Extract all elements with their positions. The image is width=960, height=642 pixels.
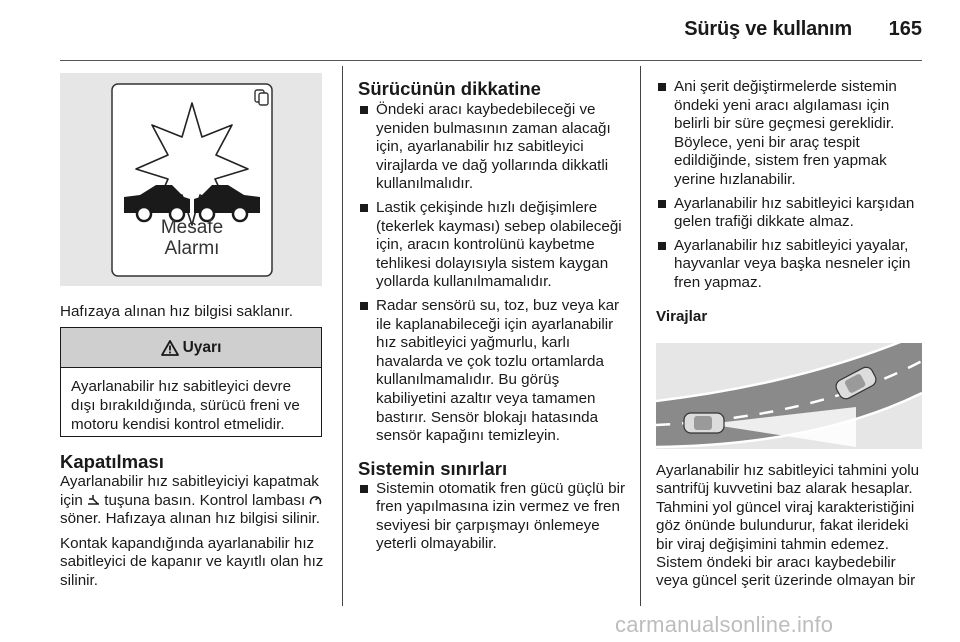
header-rule	[60, 60, 922, 61]
ignition-off-paragraph: Kontak kapandığında ayarlanabilir hız sabitleyici de kapanır ve kayıtlı olan hız silinir.	[60, 534, 324, 589]
list-item: Öndeki aracı kaybedebileceği ve yeniden bulmasının zaman alacağı için, ayarlanabilir hız sabitleyici virajlarda ve dağ yollarında dikkatli kullanılmalıdır.	[358, 101, 630, 194]
distance-alarm-illustration	[60, 73, 322, 286]
warning-triangle-icon	[161, 340, 179, 356]
cruise-control-button-icon	[87, 493, 100, 506]
running-header-title: Sürüş ve kullanım	[684, 18, 852, 40]
curve-road-illustration	[656, 343, 922, 449]
warning-title: Uyarı	[182, 338, 222, 356]
alarm-label-line2: Alarmı	[164, 238, 220, 259]
list-item: Radar sensörü su, toz, buz veya kar ile kaplanabileceği için ayarlanabilir hız sabitleyici yağmurlu, karlı havalarda ve çok tozlu ortamlarda kullanılmamalıdır. Bu görüş kabiliyetini azaltır veya tamamen bastırır. Sensör blokajı hatasında sensör kapağını temizleyin.	[358, 297, 630, 446]
limits-list	[358, 480, 630, 554]
alarm-label-line1: Mesafe	[160, 217, 224, 238]
heading-switching-off: Kapatılması	[60, 451, 164, 472]
column-2	[358, 78, 630, 559]
heading-system-limits: Sistemin sınırları	[358, 457, 508, 479]
page-number: 165	[888, 18, 922, 40]
list-item: Sistemin otomatik fren gücü güçlü bir fren yapılmasına izin vermez ve fren seviyesi bir çarpışmayı önlemeye yeterli olmayabilir.	[358, 480, 630, 554]
list-item: Ayarlanabilir hız sabitleyici karşıdan gelen trafiği dikkate almaz.	[656, 195, 922, 232]
warning-header	[61, 328, 321, 368]
list-item: Ayarlanabilir hız sabitleyici yayalar, hayvanlar veya başka nesneler için fren yapmaz.	[656, 237, 922, 293]
heading-driver-attention: Sürücünün dikkatine	[358, 78, 541, 99]
column-divider-2	[640, 66, 641, 606]
warning-box	[60, 327, 322, 437]
column-divider-1	[342, 66, 343, 606]
heading-curves: Virajlar	[656, 307, 708, 325]
curve-road-graphic	[656, 343, 922, 449]
attention-list	[358, 101, 630, 446]
switch-off-text-c: söner. Hafızaya alınan hız bilgisi silinir.	[60, 510, 321, 528]
own-car-icon	[684, 413, 724, 433]
column-1-lower	[60, 451, 332, 591]
cruise-control-lamp-icon	[309, 493, 322, 506]
warning-text: Ayarlanabilir hız sabitleyici devre dışı bırakıldığında, sürücü freni ve motoru kendisi kontrol etmelidir.	[71, 378, 300, 433]
limits-list-continued	[656, 78, 922, 293]
curves-paragraph: Ayarlanabilir hız sabitleyici tahmini yolu santrifüj kuvvetini baz alarak hesaplar. Tahmini yol güncel viraj karakteristiğini göz önünde bulundurur, fakat ilerideki bir viraj değişimini tahmin edemez. Sistem öndeki bir aracı kaybedebilir veya güncel şerit üzerinde olmayan bir	[656, 462, 920, 590]
watermark: carmanualsonline.info	[615, 612, 834, 637]
list-item: Lastik çekişinde hızlı değişimlere (tekerlek kayması) sebep olabileceği için, aracın kontrolünü kaybetme tehlikesi dolayısıyla sistem kaygan yollarda kullanılmamalıdır.	[358, 199, 630, 292]
figure-caption: Hafızaya alınan hız bilgisi saklanır.	[60, 303, 293, 320]
switch-off-text-b: tuşuna basın. Kontrol lambası	[104, 491, 306, 509]
switch-off-paragraph	[60, 473, 332, 529]
column-3	[656, 78, 922, 327]
switch-off-text-a: Ayarlanabilir hız sabitleyiciyi kapatmak için	[60, 473, 319, 509]
list-item: Ani şerit değiştirmelerde sistemin öndeki yeni aracı algılaması için belirli bir süre geçmesi gereklidir. Böylece, yeni bir araç tespit edildiğinde, sistem fren yapmak yerine hızlanabilir.	[656, 78, 922, 190]
